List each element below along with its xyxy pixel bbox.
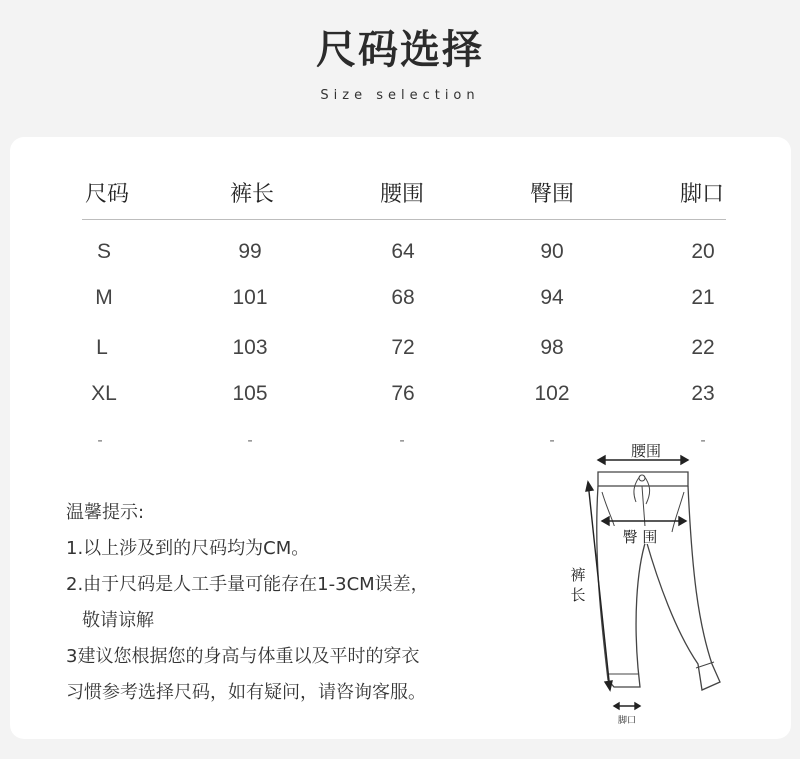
note-line: 敬请谅解 [82,610,154,631]
table-cell: 102 [534,382,570,405]
hip-label: 臀 围 [622,528,658,546]
note-line: 3建议您根据您的身高与体重以及平时的穿衣 [66,646,420,667]
table-cell: 99 [238,240,262,263]
header-divider [82,219,726,220]
note-line: 1.以上涉及到的尺码均为CM。 [66,538,310,559]
column-header-size: 尺码 [84,182,129,207]
table-cell: - [549,432,555,449]
table-cell: 68 [391,286,415,309]
notes-heading: 温馨提示: [66,502,145,523]
table-cell: 21 [691,286,715,309]
table-cell: 101 [232,286,268,309]
column-header-waist: 腰围 [379,182,424,207]
table-cell: 98 [540,336,564,359]
length-label-bottom: 长 [570,586,586,604]
pants-measurement-diagram [550,432,750,732]
note-line: 习惯参考选择尺码，如有疑问，请咨询客服。 [66,682,426,703]
table-cell: 72 [391,336,415,359]
table-cell: - [399,432,405,449]
length-label-top: 裤 [570,566,586,584]
column-header-hip: 臀围 [529,182,574,207]
table-cell: 23 [691,382,715,405]
table-cell: - [97,432,103,449]
table-cell: - [247,432,253,449]
table-cell: M [95,286,113,309]
table-cell: 76 [391,382,415,405]
column-header-hem: 脚口 [679,182,724,207]
table-cell: XL [91,382,117,405]
column-header-length: 裤长 [229,182,274,207]
table-cell: 22 [691,336,715,359]
table-cell: L [96,336,108,359]
waist-label: 腰围 [630,442,662,460]
table-cell: 90 [540,240,564,263]
size-chart-card [10,137,791,739]
table-cell: 105 [232,382,268,405]
table-cell: 20 [691,240,715,263]
table-cell: S [96,240,111,263]
hem-label: 脚口 [617,716,637,726]
table-cell: - [700,432,706,449]
table-cell: 64 [391,240,415,263]
page-title: 尺码选择 [316,27,484,73]
table-cell: 94 [540,286,564,309]
note-line: 2.由于尺码是人工手量可能存在1-3CM误差， [66,574,429,595]
table-cell: 103 [232,336,268,359]
page-subtitle: Size selection [320,88,480,103]
size-notes [66,495,536,711]
